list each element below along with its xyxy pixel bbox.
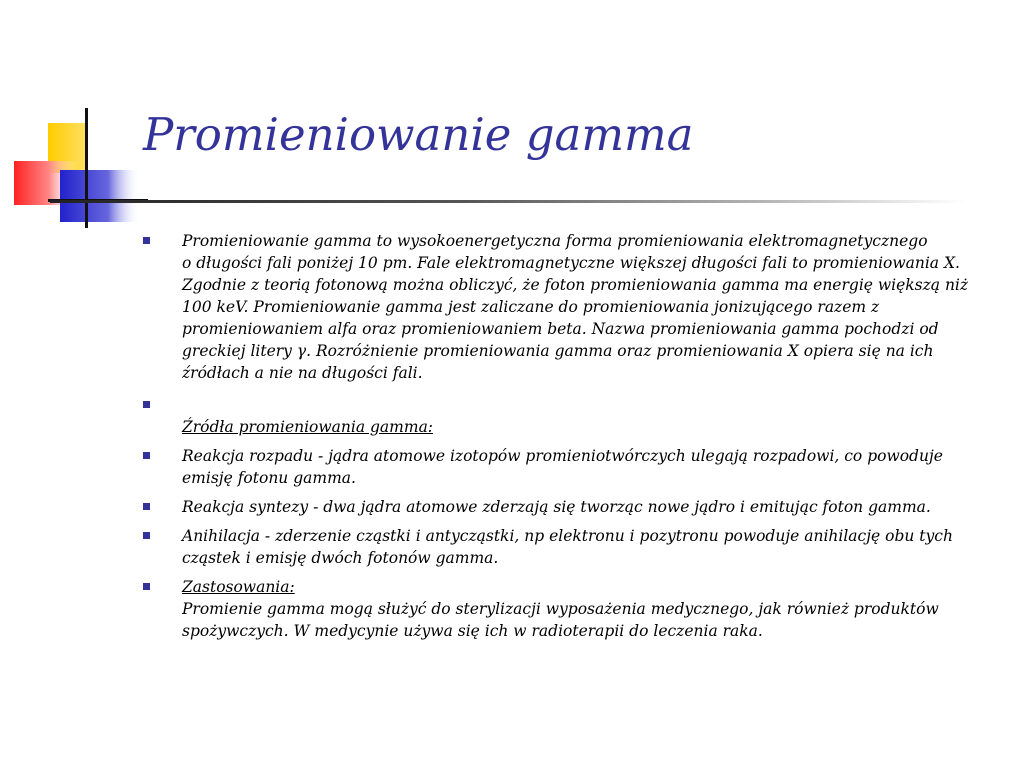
source-line: Reakcja syntezy - dwa jądra atomowe zderzają się tworząc nowe jądro i emitując foton gamma. [182, 498, 931, 516]
list-item-source [143, 525, 993, 569]
source-line: emisję fotonu gamma. [182, 469, 356, 487]
intro-line: Zgodnie z teorią fotonową można obliczyć, że foton promieniowania gamma ma energię większą niż [182, 276, 969, 294]
source-line: Reakcja rozpadu - jądra atomowe izotopów promieniotwórczych ulegają rozpadowi, co powoduje [182, 447, 943, 465]
list-item-source [143, 445, 993, 489]
bullet-icon [143, 532, 150, 539]
slide-content-list [143, 230, 993, 649]
intro-line: 100 keV. Promieniowanie gamma jest zaliczane do promieniowania jonizującego razem z [182, 298, 880, 316]
slide-title: Promieniowanie gamma [143, 108, 694, 161]
applications-line: spożywczych. W medycynie używa się ich w radioterapii do leczenia raka. [182, 622, 763, 640]
intro-line: promieniowaniem alfa oraz promieniowaniem beta. Nazwa promieniowania gamma pochodzi od [182, 320, 939, 338]
intro-line: greckiej litery γ. Rozróżnienie promieniowania gamma oraz promieniowania X opiera się na ich [182, 342, 934, 360]
title-divider [50, 200, 965, 203]
empty-line [182, 394, 993, 416]
list-item-applications [143, 576, 993, 642]
list-item-sources-heading [143, 394, 993, 438]
sources-heading: Źródła promieniowania gamma: [182, 418, 434, 436]
bullet-icon [143, 401, 150, 408]
list-item-intro [143, 230, 993, 384]
bullet-icon [143, 452, 150, 459]
bullet-icon [143, 503, 150, 510]
bullet-icon [143, 237, 150, 244]
applications-heading: Zastosowania: [182, 578, 295, 596]
intro-line: Promieniowanie gamma to wysokoenergetyczna forma promieniowania elektromagnetycznego [182, 232, 928, 250]
source-line: Anihilacja - zderzenie cząstki i antycząstki, np elektronu i pozytronu powoduje anihilację obu tych [182, 527, 953, 545]
bullet-icon [143, 583, 150, 590]
intro-line: o długości fali poniżej 10 pm. Fale elektromagnetyczne większej długości fali to promieniowania X. [182, 254, 960, 272]
decorative-squares [0, 0, 160, 240]
intro-line: źródłach a nie na długości fali. [182, 364, 423, 382]
source-line: cząstek i emisję dwóch fotonów gamma. [182, 549, 499, 567]
list-item-source [143, 496, 993, 518]
applications-line: Promienie gamma mogą służyć do sterylizacji wyposażenia medycznego, jak również produktów [182, 600, 939, 618]
